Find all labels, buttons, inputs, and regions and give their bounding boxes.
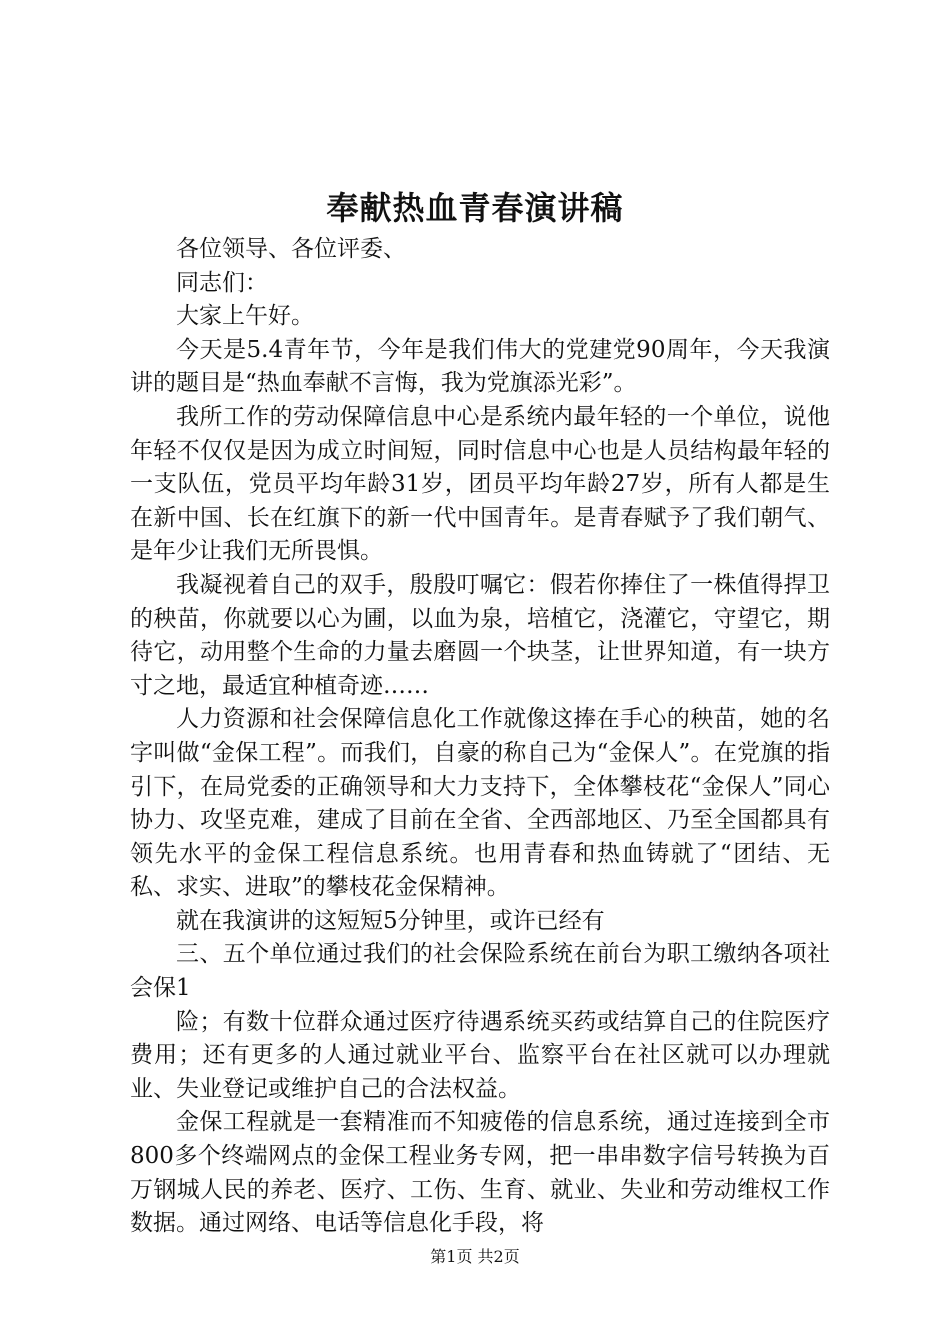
paragraph-insurance: 险；有数十位群众通过医疗待遇系统买药或结算自己的住院医疗费用；还有更多的人通过就业平台、监察平台在社区就可以办理就业、失业登记或维护自己的合法权益。 (130, 1008, 830, 1102)
paragraph-salutation-2: 同志们： (176, 269, 268, 296)
paragraph-five-minutes: 就在我演讲的这短短5分钟里，或许已经有 (176, 907, 605, 934)
document-body (130, 233, 830, 1241)
paragraph-topic: 今天是5.4青年节，今年是我们伟大的党建党90周年，今天我演讲的题目是“热血奉献不言悔，我为党旗添光彩”。 (130, 336, 830, 397)
paragraph-salutation-1: 各位领导、各位评委、 (176, 236, 406, 262)
paragraph-golden-security: 人力资源和社会保障信息化工作就像这捧在手心的秧苗，她的名字叫做“金保工程”。而我们，自豪的称自己为“金保人”。在党旗的指引下，在局党委的正确领导和大力支持下，全体攀枝花“金保人”同心协力、攻坚克难，建成了目前在全省、全西部地区、乃至全国都具有领先水平的金保工程信息系统。也用青春和热血铸就了“团结、无私、求实、进取”的攀枝花金保精神。 (130, 706, 830, 901)
paragraph-workplace: 我所工作的劳动保障信息中心是系统内最年轻的一个单位，说他年轻不仅仅是因为成立时间短，同时信息中心也是人员结构最年轻的一支队伍，党员平均年龄31岁，团员平均年龄27岁，所有人都是生在新中国、长在红旗下的新一代中国青年。是青春赋予了我们朝气、是年少让我们无所畏惧。 (130, 403, 830, 565)
page-footer: 第1页 共2页 (430, 1247, 520, 1266)
paragraph-system: 金保工程就是一套精准而不知疲倦的信息系统，通过连接到全市800多个终端网点的金保工程业务专网，把一串串数字信号转换为百万钢城人民的养老、医疗、工伤、生育、就业、失业和劳动维权工作数据。通过网络、电话等信息化手段，将 (130, 1109, 830, 1237)
paragraph-greeting: 大家上午好。 (176, 303, 314, 330)
paragraph-units: 三、五个单位通过我们的社会保险系统在前台为职工缴纳各项社会保1 (130, 941, 830, 1002)
document-title: 奉献热血青春演讲稿 (326, 189, 624, 227)
paragraph-hands: 我凝视着自己的双手，殷殷叮嘱它：假若你捧住了一株值得捍卫的秧苗，你就要以心为圃，以血为泉，培植它，浇灌它，守望它，期待它，动用整个生命的力量去磨圆一个块茎，让世界知道，有一块方寸之地，最适宜种植奇迹…… (130, 571, 830, 699)
